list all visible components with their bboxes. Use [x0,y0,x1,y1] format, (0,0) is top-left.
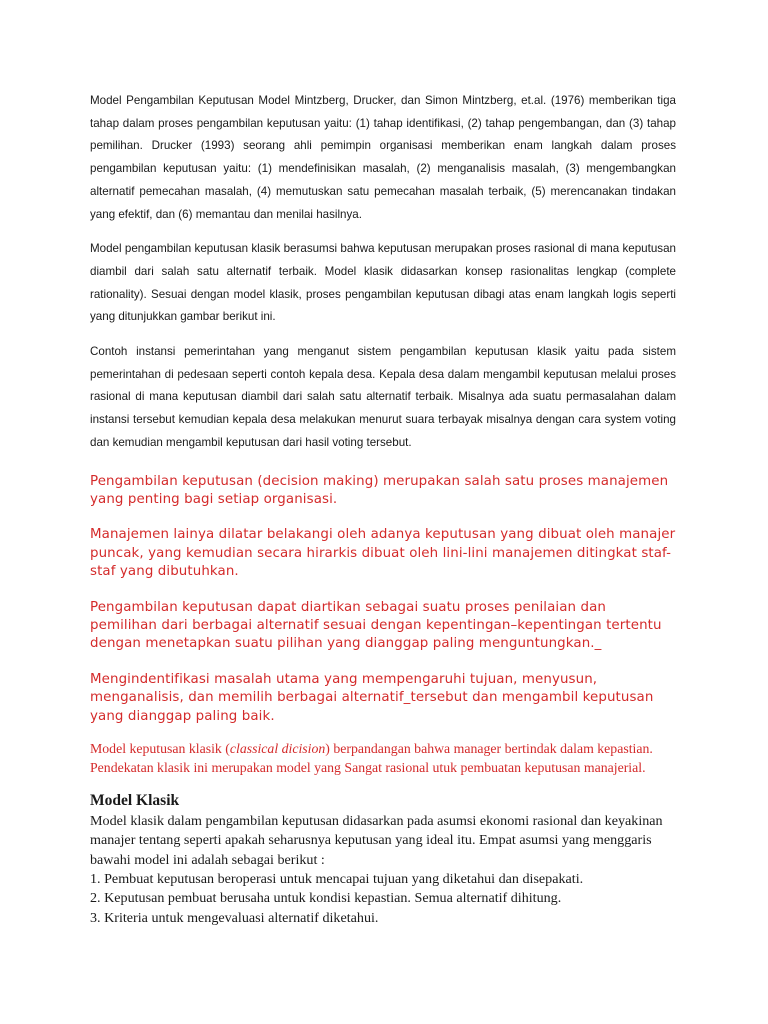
classical-text-before: Model keputusan klasik ( [90,741,230,757]
red-paragraph-decision-making: Pengambilan keputusan (decision making) merupakan salah satu proses manajemen yang penting bagi setiap organisasi. [90,473,669,507]
document-page [90,90,676,928]
model-klasik-intro: Model klasik dalam pengambilan keputusan didasarkan pada asumsi ekonomi rasional dan keyakinan manajer tentang seperti apakah seharusnya keputusan yang ideal itu. Empat asumsi yang menggaris bawahi model ini adalah sebagai berikut : [90,813,663,868]
classical-text-after: ) berpandangan bahwa manager bertindak dalam kepastian. Pendekatan klasik ini merupakan model yang Sangat rasional utuk pembuatan keputusan manajerial. [90,741,653,775]
classical-text-italic: classical dicision [229,741,326,757]
paragraph-mintzberg-drucker: Model Pengambilan Keputusan Model Mintzberg, Drucker, dan Simon Mintzberg, et.al. (1976) memberikan tiga tahap dalam proses pengambilan keputusan yaitu: (1) tahap identifikasi, (2) tahap pengembangan, dan (3) tahap pemilihan. Drucker (1993) seorang ahli pemimpin organisasi memberikan enam langkah dalam proses pengambilan keputusan yaitu: (1) mendefinisikan masalah, (2) menganalisis masalah, (3) mengembangkan alternatif pemecahan masalah, (4) memutuskan satu pemecahan masalah terbaik, (5) merencanakan tindakan yang efektif, dan (6) memantau dan menilai hasilnya. [90,94,676,221]
list-item: 3. Kriteria untuk mengevaluasi alternatif diketahui. [90,909,379,926]
list-item: 1. Pembuat keputusan beroperasi untuk mencapai tujuan yang diketahui dan disepakati. [90,870,584,887]
paragraph-classical-model: Model pengambilan keputusan klasik berasumsi bahwa keputusan merupakan proses rasional di mana keputusan diambil dari salah satu alternatif terbaik. Model klasik didasarkan konsep rasionalitas lengkap (complete rationality). Sesuai dengan model klasik, proses pengambilan keputusan dibagi atas enam langkah logis seperti yang ditunjukkan gambar berikut ini. [90,242,676,324]
red-paragraph-identify: Mengindentifikasi masalah utama yang mempengaruhi tujuan, menyusun, menganalisis, dan memilih berbagai alternatif_tersebut dan mengambil keputusan yang dianggap paling baik. [90,671,654,724]
red-serif-paragraph-classical [90,740,676,777]
model-klasik-list [90,870,676,928]
model-klasik-heading: Model Klasik [90,792,180,810]
red-paragraph-definition: Pengambilan keputusan dapat diartikan sebagai suatu proses penilaian dan pemilihan dari berbagai alternatif sesuai dengan kepentingan–kepentingan tertentu dengan menetapkan suatu pilihan yang dianggap paling menguntungkan._ [90,599,662,652]
list-item: 2. Keputusan pembuat berusaha untuk kondisi kepastian. Semua alternatif dihitung. [90,890,562,907]
red-paragraph-management: Manajemen lainya dilatar belakangi oleh adanya keputusan yang dibuat oleh manajer puncak, yang kemudian secara hirarkis dibuat oleh lini-lini manajemen ditingkat staf-staf yang dibutuhkan. [90,527,676,580]
paragraph-village-example: Contoh instansi pemerintahan yang menganut sistem pengambilan keputusan klasik yaitu pada sistem pemerintahan di pedesaan seperti contoh kepala desa. Kepala desa dalam mengambil keputusan melalui proses rasional di mana keputusan diambil dari salah satu alternatif terbaik. Misalnya ada suatu permasalahan dalam instansi tersebut kemudian kepala desa melakukan menurut suara terbayak misalnya dengan cara system voting dan kemudian mengambil keputusan dari hasil voting tersebut. [90,345,676,449]
